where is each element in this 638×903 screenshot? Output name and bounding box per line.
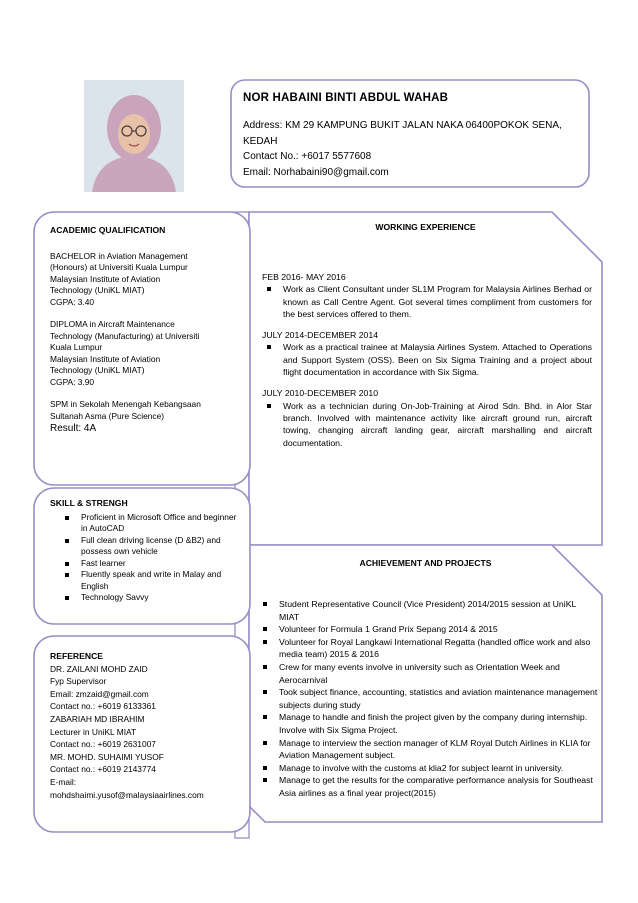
academic-line: Kuala Lumpur	[50, 342, 103, 352]
academic-line: Technology (Manufacturing) at Universiti	[50, 330, 200, 341]
achievement-item: Crew for many events involve in university such as Orientation Week and Aerocarnival	[258, 661, 598, 686]
reference-line: DR. ZAILANI MOHD ZAID	[50, 663, 148, 674]
candidate-name: NOR HABAINI BINTI ABDUL WAHAB	[243, 92, 449, 104]
academic-line: CGPA: 3.90	[50, 376, 95, 387]
skill-item: Technology Savvy	[60, 592, 240, 604]
academic-line: DIPLOMA in Aircraft Maintenance	[50, 319, 175, 329]
reference-line: MR. MOHD. SUHAIMI YUSOF	[50, 751, 164, 762]
reference-line: Lecturer in UniKL MIAT	[50, 726, 137, 737]
academic-line: BACHELOR in Aviation Management	[50, 250, 188, 261]
achievement-item: Manage to get the results for the comparative performance analysis for Southeast Asia airlines as a final year project(2015)	[258, 774, 598, 799]
address-line-1: Address: KM 29 KAMPUNG BUKIT JALAN NAKA 06400POKOK SENA,	[243, 120, 562, 131]
working-section	[262, 271, 592, 449]
academic-line: (Honours) at Universiti Kuala Lumpur	[50, 262, 188, 272]
skill-item: Fast learner	[60, 558, 240, 570]
address-line-2: KEDAH	[243, 135, 278, 147]
reference-line: Email: zmzaid@gmail.com	[50, 688, 149, 699]
achievement-item: Student Representative Council (Vice President) 2014/2015 session at UniKL MIAT	[258, 598, 598, 623]
achievement-item: Manage to interview the section manager of KLM Royal Dutch Airlines in KLIA for Aviation Management subject.	[258, 737, 598, 762]
reference-line: Contact no.: +6019 6133361	[50, 701, 156, 712]
academic-line: Malaysian Institute of Aviation	[50, 353, 161, 364]
academic-line: SPM in Sekolah Menengah Kebangsaan	[50, 399, 201, 409]
reference-line: Contact no.: +6019 2143774	[50, 764, 156, 775]
job-description: Work as a technician during On-Job-Training at Airod Sdn. Bhd. in Alor Star branch. Involved with maintenance activity like aircraft ground run, aircraft towing, changing aircraft landing gear, aircraft marshalling and aircraft documentation.	[262, 400, 592, 449]
academic-title: ACADEMIC QUALIFICATION	[50, 225, 166, 235]
achievement-title: ACHIEVEMENT AND PROJECTS	[359, 558, 492, 568]
academic-result: Result: 4A	[50, 423, 97, 434]
reference-line: E-mail:	[50, 776, 77, 787]
skills-title: SKILL & STRENGH	[50, 498, 128, 508]
job-period: JULY 2010-DECEMBER 2010	[262, 388, 379, 399]
working-title: WORKING EXPERIENCE	[375, 222, 476, 232]
reference-title: REFERENCE	[50, 651, 104, 661]
skill-item: Full clean driving license (D &B2) and possess own vehicle	[60, 535, 240, 558]
reference-line: ZABARIAH MD IBRAHIM	[50, 713, 145, 724]
academic-section	[50, 225, 245, 436]
achievement-item: Manage to involve with the customs at klia2 for subject learnt in university.	[258, 762, 598, 775]
achievement-item: Manage to handle and finish the project given by the company during internship. Involve with Six Sigma Project.	[258, 711, 598, 736]
contact-block	[243, 118, 583, 180]
profile-photo	[84, 80, 184, 192]
achievement-item: Volunteer for Royal Langkawi International Regatta (handled office work and also media team) 2015 & 2016	[258, 636, 598, 661]
contact-number: Contact No.: +6017 5577608	[243, 151, 372, 162]
job-period: JULY 2014-DECEMBER 2014	[262, 330, 379, 341]
reference-line: Fyp Supervisor	[50, 676, 107, 687]
academic-line: Sultanah Asma (Pure Science)	[50, 410, 165, 421]
academic-line: Malaysian Institute of Aviation	[50, 273, 161, 284]
achievement-item: Took subject finance, accounting, statistics and aviation maintenance management subjects during study	[258, 686, 598, 711]
skill-item: Proficient in Microsoft Office and beginner in AutoCAD	[60, 512, 240, 535]
academic-line: Technology (UniKL MIAT)	[50, 365, 145, 375]
skills-section	[50, 498, 240, 604]
email-address: Email: Norhabaini90@gmail.com	[243, 166, 389, 178]
achievement-section	[258, 598, 598, 800]
job-description: Work as a practical trainee at Malaysia Airlines System. Attached to Operations and Support System (OSS). Been on Six Sigma Training and a project about flight documentation in accordance with Six Sigma.	[262, 341, 592, 378]
academic-line: Technology (UniKL MIAT)	[50, 285, 145, 295]
job-description: Work as Client Consultant under SL1M Program for Malaysia Airlines Berhad or known as Call Centre Agent. Got several times compliment from customers for the best services offered to them.	[262, 283, 592, 320]
achievement-item: Volunteer for Formula 1 Grand Prix Sepang 2014 & 2015	[258, 623, 598, 636]
reference-section	[50, 650, 248, 801]
reference-line: mohdshaimi.yusof@malaysiaairlines.com	[50, 789, 204, 800]
job-period: FEB 2016- MAY 2016	[262, 272, 346, 282]
reference-line: Contact no.: +6019 2631007	[50, 739, 156, 750]
skill-item: Fluently speak and write in Malay and English	[60, 569, 240, 592]
academic-line: CGPA: 3.40	[50, 296, 95, 307]
